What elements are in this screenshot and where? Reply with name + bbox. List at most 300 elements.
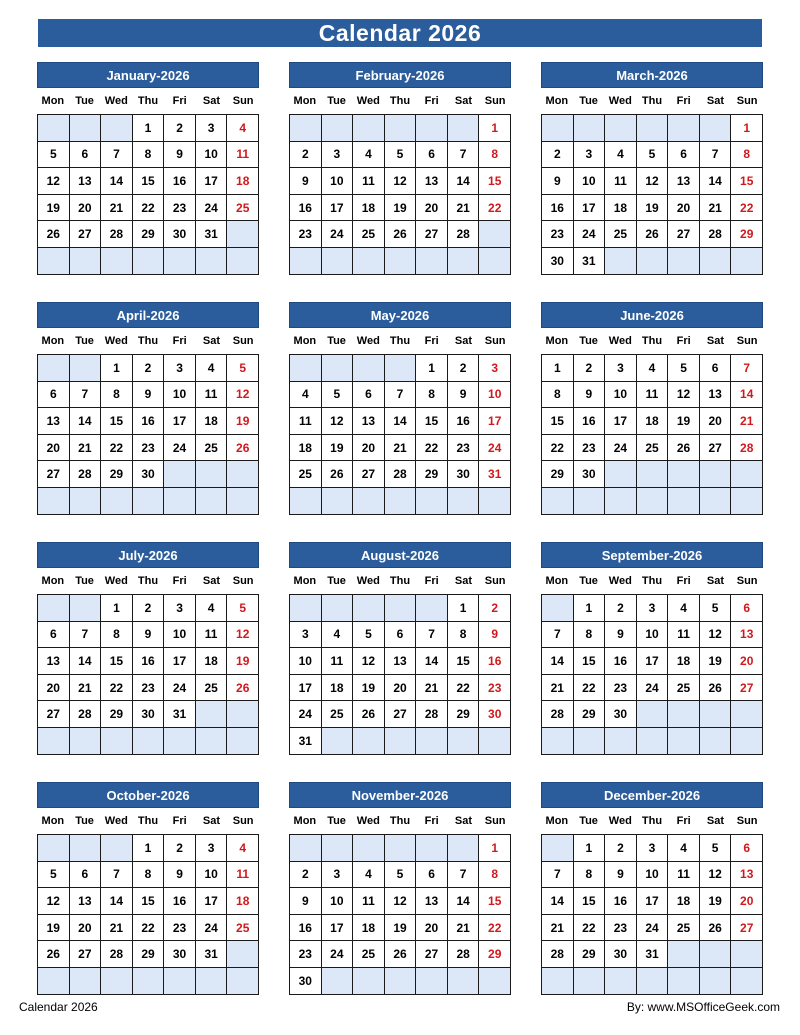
- day-cell: 6: [731, 835, 763, 862]
- day-cell: 2: [290, 862, 322, 889]
- day-cell: 15: [574, 648, 606, 675]
- day-cell: 23: [290, 221, 322, 248]
- day-cell: 21: [731, 408, 763, 435]
- day-cell: 17: [290, 675, 322, 702]
- day-cell: 22: [479, 195, 511, 222]
- day-cell: 31: [164, 701, 196, 728]
- empty-day-cell: [605, 968, 637, 995]
- day-cell: 5: [385, 862, 417, 889]
- day-cell: 31: [290, 728, 322, 755]
- day-cell: 19: [668, 408, 700, 435]
- day-cell: 15: [101, 648, 133, 675]
- day-cell: 22: [448, 675, 480, 702]
- day-cell: 23: [479, 675, 511, 702]
- weekday-label: Thu: [389, 95, 411, 107]
- day-cell: 12: [353, 648, 385, 675]
- empty-day-cell: [731, 461, 763, 488]
- day-cell: 22: [101, 435, 133, 462]
- day-cell: 15: [574, 888, 606, 915]
- weekday-label: Sun: [484, 575, 506, 587]
- day-cell: 18: [290, 435, 322, 462]
- day-cell: 21: [416, 675, 448, 702]
- day-cell: 13: [668, 168, 700, 195]
- day-cell: 29: [416, 461, 448, 488]
- weekday-label: Tue: [579, 335, 598, 347]
- weekday-label: Fri: [676, 575, 691, 587]
- day-grid: [289, 594, 511, 755]
- empty-day-cell: [133, 248, 165, 275]
- day-cell: 2: [574, 355, 606, 382]
- day-cell: 21: [448, 195, 480, 222]
- empty-day-cell: [164, 248, 196, 275]
- day-cell: 14: [101, 888, 133, 915]
- day-cell: 12: [227, 622, 259, 649]
- month-title: May-2026: [289, 302, 511, 328]
- empty-day-cell: [164, 728, 196, 755]
- month-title: February-2026: [289, 62, 511, 88]
- day-cell: 5: [227, 595, 259, 622]
- day-cell: 7: [448, 142, 480, 169]
- day-cell: 8: [574, 862, 606, 889]
- weekday-label: Fri: [424, 575, 439, 587]
- weekday-header-row: [541, 328, 763, 354]
- day-cell: 29: [133, 221, 165, 248]
- empty-day-cell: [196, 488, 228, 515]
- day-cell: 7: [542, 622, 574, 649]
- day-cell: 7: [385, 382, 417, 409]
- empty-day-cell: [322, 595, 354, 622]
- day-cell: 17: [164, 648, 196, 675]
- month-calendar: [541, 542, 763, 758]
- weekday-label: Thu: [137, 335, 159, 347]
- weekday-label: Wed: [104, 335, 128, 347]
- day-cell: 23: [574, 435, 606, 462]
- day-cell: 16: [290, 195, 322, 222]
- day-cell: 13: [38, 648, 70, 675]
- weekday-label: Wed: [608, 95, 632, 107]
- empty-day-cell: [542, 968, 574, 995]
- day-cell: 19: [385, 915, 417, 942]
- day-cell: 14: [542, 648, 574, 675]
- day-cell: 3: [322, 862, 354, 889]
- day-cell: 30: [574, 461, 606, 488]
- day-cell: 31: [574, 248, 606, 275]
- day-cell: 30: [133, 461, 165, 488]
- empty-day-cell: [38, 968, 70, 995]
- empty-day-cell: [70, 595, 102, 622]
- empty-day-cell: [38, 835, 70, 862]
- day-cell: 13: [38, 408, 70, 435]
- empty-day-cell: [353, 968, 385, 995]
- footer-left-text: Calendar 2026: [19, 1000, 98, 1014]
- day-cell: 2: [133, 355, 165, 382]
- day-cell: 31: [196, 941, 228, 968]
- day-cell: 8: [479, 142, 511, 169]
- empty-day-cell: [542, 115, 574, 142]
- weekday-label: Wed: [104, 95, 128, 107]
- day-cell: 20: [70, 195, 102, 222]
- empty-day-cell: [322, 355, 354, 382]
- month-calendar: [37, 62, 259, 278]
- day-cell: 30: [290, 968, 322, 995]
- day-cell: 1: [133, 835, 165, 862]
- day-cell: 20: [416, 195, 448, 222]
- day-cell: 9: [448, 382, 480, 409]
- day-cell: 27: [38, 701, 70, 728]
- day-cell: 14: [731, 382, 763, 409]
- empty-day-cell: [164, 488, 196, 515]
- empty-day-cell: [479, 968, 511, 995]
- day-cell: 30: [133, 701, 165, 728]
- day-cell: 26: [700, 675, 732, 702]
- empty-day-cell: [196, 461, 228, 488]
- weekday-label: Sat: [454, 575, 472, 587]
- empty-day-cell: [605, 248, 637, 275]
- empty-day-cell: [700, 941, 732, 968]
- empty-day-cell: [542, 488, 574, 515]
- empty-day-cell: [479, 221, 511, 248]
- day-cell: 4: [322, 622, 354, 649]
- day-cell: 24: [605, 435, 637, 462]
- day-cell: 28: [101, 941, 133, 968]
- day-cell: 9: [542, 168, 574, 195]
- day-cell: 9: [605, 622, 637, 649]
- day-cell: 7: [448, 862, 480, 889]
- day-cell: 27: [416, 221, 448, 248]
- day-cell: 19: [38, 915, 70, 942]
- month-calendar: [541, 302, 763, 518]
- weekday-header-row: [289, 88, 511, 114]
- day-cell: 13: [700, 382, 732, 409]
- day-cell: 9: [479, 622, 511, 649]
- empty-day-cell: [637, 968, 669, 995]
- month-calendar: [289, 62, 511, 278]
- day-cell: 20: [70, 915, 102, 942]
- empty-day-cell: [196, 728, 228, 755]
- day-cell: 18: [637, 408, 669, 435]
- day-cell: 23: [542, 221, 574, 248]
- weekday-label: Sun: [232, 95, 254, 107]
- day-cell: 21: [70, 435, 102, 462]
- day-cell: 16: [448, 408, 480, 435]
- empty-day-cell: [133, 968, 165, 995]
- day-cell: 24: [479, 435, 511, 462]
- empty-day-cell: [448, 968, 480, 995]
- day-cell: 10: [290, 648, 322, 675]
- weekday-label: Thu: [389, 815, 411, 827]
- day-cell: 17: [479, 408, 511, 435]
- day-cell: 7: [542, 862, 574, 889]
- day-cell: 21: [542, 675, 574, 702]
- day-cell: 25: [196, 675, 228, 702]
- day-cell: 24: [637, 915, 669, 942]
- day-cell: 31: [637, 941, 669, 968]
- weekday-label: Fri: [424, 95, 439, 107]
- day-cell: 2: [133, 595, 165, 622]
- day-cell: 22: [542, 435, 574, 462]
- day-grid: [37, 354, 259, 515]
- day-cell: 20: [731, 648, 763, 675]
- empty-day-cell: [353, 835, 385, 862]
- weekday-label: Sat: [454, 815, 472, 827]
- day-cell: 29: [448, 701, 480, 728]
- empty-day-cell: [574, 488, 606, 515]
- weekday-label: Fri: [172, 575, 187, 587]
- day-cell: 25: [353, 221, 385, 248]
- day-cell: 16: [574, 408, 606, 435]
- day-cell: 28: [542, 941, 574, 968]
- day-cell: 7: [70, 622, 102, 649]
- empty-day-cell: [353, 595, 385, 622]
- day-cell: 8: [101, 382, 133, 409]
- day-cell: 2: [479, 595, 511, 622]
- weekday-header-row: [541, 88, 763, 114]
- empty-day-cell: [70, 488, 102, 515]
- empty-day-cell: [164, 461, 196, 488]
- weekday-header-row: [37, 568, 259, 594]
- empty-day-cell: [637, 728, 669, 755]
- day-cell: 3: [290, 622, 322, 649]
- day-cell: 3: [637, 595, 669, 622]
- empty-day-cell: [448, 115, 480, 142]
- weekday-header-row: [37, 88, 259, 114]
- day-cell: 5: [38, 862, 70, 889]
- weekday-label: Tue: [579, 575, 598, 587]
- empty-day-cell: [731, 968, 763, 995]
- empty-day-cell: [38, 248, 70, 275]
- weekday-label: Mon: [41, 95, 65, 107]
- day-cell: 13: [416, 888, 448, 915]
- day-cell: 7: [101, 142, 133, 169]
- month-calendar: [289, 302, 511, 518]
- weekday-label: Sat: [706, 575, 724, 587]
- weekday-label: Sun: [232, 335, 254, 347]
- day-cell: 26: [353, 701, 385, 728]
- day-cell: 11: [196, 622, 228, 649]
- weekday-label: Thu: [137, 95, 159, 107]
- empty-day-cell: [38, 115, 70, 142]
- day-cell: 20: [668, 195, 700, 222]
- day-cell: 12: [227, 382, 259, 409]
- empty-day-cell: [70, 835, 102, 862]
- day-cell: 6: [668, 142, 700, 169]
- empty-day-cell: [290, 355, 322, 382]
- day-cell: 24: [637, 675, 669, 702]
- day-cell: 13: [731, 862, 763, 889]
- month-title: June-2026: [541, 302, 763, 328]
- day-cell: 9: [133, 382, 165, 409]
- day-cell: 14: [385, 408, 417, 435]
- empty-day-cell: [227, 728, 259, 755]
- day-cell: 28: [448, 941, 480, 968]
- day-cell: 14: [101, 168, 133, 195]
- day-grid: [289, 354, 511, 515]
- day-cell: 30: [542, 248, 574, 275]
- weekday-header-row: [541, 808, 763, 834]
- weekday-label: Sat: [706, 815, 724, 827]
- day-cell: 6: [416, 142, 448, 169]
- weekday-label: Tue: [75, 815, 94, 827]
- empty-day-cell: [668, 728, 700, 755]
- weekday-label: Sat: [202, 815, 220, 827]
- weekday-label: Fri: [424, 335, 439, 347]
- day-cell: 12: [38, 168, 70, 195]
- empty-day-cell: [668, 941, 700, 968]
- day-grid: [541, 114, 763, 275]
- month-calendar: [289, 782, 511, 998]
- day-cell: 21: [101, 915, 133, 942]
- day-cell: 1: [542, 355, 574, 382]
- day-cell: 28: [416, 701, 448, 728]
- day-cell: 3: [574, 142, 606, 169]
- day-cell: 18: [196, 648, 228, 675]
- day-cell: 18: [227, 168, 259, 195]
- day-grid: [289, 834, 511, 995]
- day-cell: 21: [542, 915, 574, 942]
- weekday-label: Fri: [172, 95, 187, 107]
- day-cell: 1: [574, 835, 606, 862]
- weekday-label: Fri: [676, 815, 691, 827]
- empty-day-cell: [101, 115, 133, 142]
- empty-day-cell: [101, 248, 133, 275]
- day-cell: 13: [416, 168, 448, 195]
- weekday-label: Sat: [454, 95, 472, 107]
- weekday-label: Tue: [579, 815, 598, 827]
- day-cell: 2: [164, 835, 196, 862]
- day-cell: 21: [70, 675, 102, 702]
- empty-day-cell: [227, 701, 259, 728]
- day-cell: 3: [322, 142, 354, 169]
- day-cell: 19: [700, 888, 732, 915]
- day-cell: 15: [101, 408, 133, 435]
- empty-day-cell: [605, 115, 637, 142]
- day-cell: 22: [416, 435, 448, 462]
- empty-day-cell: [542, 835, 574, 862]
- day-cell: 10: [196, 862, 228, 889]
- day-cell: 31: [196, 221, 228, 248]
- weekday-label: Thu: [641, 95, 663, 107]
- weekday-label: Tue: [75, 95, 94, 107]
- empty-day-cell: [38, 595, 70, 622]
- empty-day-cell: [227, 248, 259, 275]
- day-cell: 2: [448, 355, 480, 382]
- day-cell: 10: [196, 142, 228, 169]
- day-cell: 29: [101, 461, 133, 488]
- day-cell: 5: [637, 142, 669, 169]
- day-cell: 14: [70, 408, 102, 435]
- day-cell: 16: [164, 168, 196, 195]
- empty-day-cell: [731, 248, 763, 275]
- empty-day-cell: [196, 701, 228, 728]
- empty-day-cell: [416, 728, 448, 755]
- day-cell: 28: [448, 221, 480, 248]
- empty-day-cell: [322, 488, 354, 515]
- day-cell: 5: [385, 142, 417, 169]
- day-cell: 25: [196, 435, 228, 462]
- day-cell: 9: [164, 142, 196, 169]
- day-cell: 1: [416, 355, 448, 382]
- day-cell: 4: [227, 115, 259, 142]
- day-cell: 10: [164, 622, 196, 649]
- day-cell: 25: [668, 675, 700, 702]
- weekday-label: Mon: [293, 815, 317, 827]
- day-cell: 1: [574, 595, 606, 622]
- day-cell: 28: [70, 461, 102, 488]
- month-calendar: [541, 782, 763, 998]
- day-cell: 6: [731, 595, 763, 622]
- day-cell: 29: [133, 941, 165, 968]
- weekday-label: Sun: [736, 575, 758, 587]
- day-cell: 24: [322, 221, 354, 248]
- empty-day-cell: [385, 488, 417, 515]
- weekday-label: Tue: [327, 95, 346, 107]
- weekday-label: Mon: [293, 575, 317, 587]
- day-cell: 21: [700, 195, 732, 222]
- empty-day-cell: [637, 115, 669, 142]
- day-cell: 21: [385, 435, 417, 462]
- day-cell: 26: [38, 221, 70, 248]
- empty-day-cell: [700, 488, 732, 515]
- day-cell: 11: [605, 168, 637, 195]
- day-cell: 4: [605, 142, 637, 169]
- day-cell: 26: [700, 915, 732, 942]
- weekday-label: Mon: [545, 335, 569, 347]
- empty-day-cell: [668, 248, 700, 275]
- day-cell: 9: [290, 168, 322, 195]
- day-cell: 16: [542, 195, 574, 222]
- empty-day-cell: [70, 115, 102, 142]
- day-cell: 19: [637, 195, 669, 222]
- weekday-label: Sat: [706, 95, 724, 107]
- day-cell: 12: [38, 888, 70, 915]
- day-cell: 27: [731, 675, 763, 702]
- day-cell: 24: [322, 941, 354, 968]
- empty-day-cell: [353, 728, 385, 755]
- footer-right-text: By: www.MSOfficeGeek.com: [626, 1000, 780, 1014]
- day-cell: 1: [731, 115, 763, 142]
- day-cell: 24: [574, 221, 606, 248]
- weekday-label: Wed: [608, 815, 632, 827]
- day-cell: 18: [227, 888, 259, 915]
- weekday-label: Tue: [75, 335, 94, 347]
- weekday-label: Sun: [232, 815, 254, 827]
- weekday-label: Sat: [202, 575, 220, 587]
- day-cell: 29: [731, 221, 763, 248]
- day-cell: 8: [133, 142, 165, 169]
- day-cell: 8: [133, 862, 165, 889]
- day-cell: 24: [290, 701, 322, 728]
- day-cell: 11: [227, 862, 259, 889]
- weekday-label: Sun: [736, 95, 758, 107]
- day-cell: 11: [637, 382, 669, 409]
- weekday-label: Wed: [608, 575, 632, 587]
- empty-day-cell: [731, 728, 763, 755]
- day-cell: 7: [70, 382, 102, 409]
- empty-day-cell: [322, 248, 354, 275]
- empty-day-cell: [731, 941, 763, 968]
- day-cell: 20: [700, 408, 732, 435]
- day-cell: 6: [38, 382, 70, 409]
- weekday-header-row: [289, 328, 511, 354]
- day-cell: 4: [353, 142, 385, 169]
- day-cell: 12: [637, 168, 669, 195]
- day-cell: 28: [731, 435, 763, 462]
- weekday-label: Wed: [608, 335, 632, 347]
- empty-day-cell: [385, 968, 417, 995]
- weekday-label: Sat: [454, 335, 472, 347]
- month-calendar: [37, 302, 259, 518]
- empty-day-cell: [416, 835, 448, 862]
